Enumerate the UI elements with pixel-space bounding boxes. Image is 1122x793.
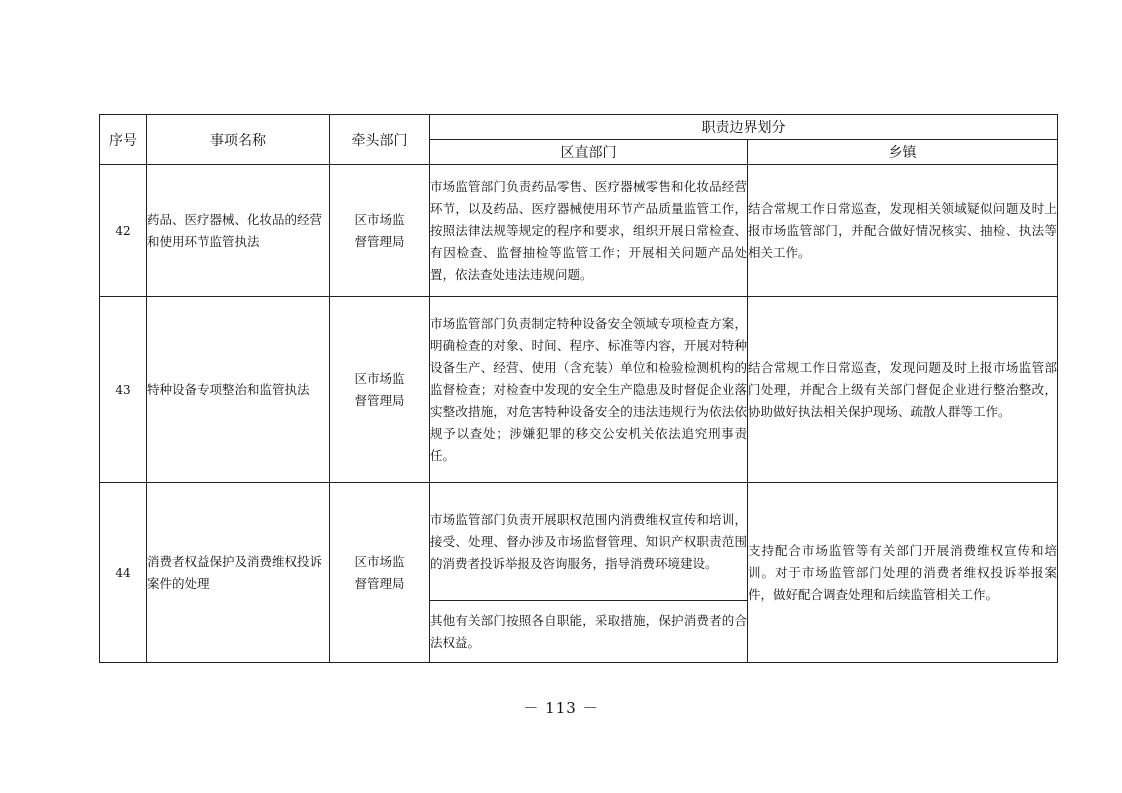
township-duty: 结合常规工作日常巡查，发现问题及时上报市场监管部门处理，并配合上级有关部门督促企业进行整治整改，协助做好执法相关保护现场、疏散人群等工作。 bbox=[748, 297, 1058, 483]
header-duty-division: 职责边界划分 bbox=[430, 115, 1058, 140]
duty-boundary-table bbox=[99, 114, 1058, 663]
header-lead-dept: 牵头部门 bbox=[330, 115, 430, 165]
item-name: 消费者权益保护及消费维权投诉案件的处理 bbox=[147, 483, 330, 663]
row-number: 44 bbox=[100, 483, 147, 663]
lead-department-text: 区市场监督管理局 bbox=[354, 211, 405, 249]
district-duty-other: 其他有关部门按照各自职能，采取措施，保护消费者的合法权益。 bbox=[430, 601, 748, 663]
page-number: － 113 － bbox=[523, 699, 599, 717]
header-district-dept: 区直部门 bbox=[430, 140, 748, 165]
lead-department-text: 区市场监督管理局 bbox=[354, 370, 405, 408]
township-duty: 结合常规工作日常巡查，发现相关领域疑似问题及时上报市场监管部门，并配合做好情况核实、抽检、执法等相关工作。 bbox=[748, 165, 1058, 297]
row-number: 42 bbox=[100, 165, 147, 297]
item-name: 药品、医疗器械、化妆品的经营和使用环节监管执法 bbox=[147, 165, 330, 297]
header-township: 乡镇 bbox=[748, 140, 1058, 165]
header-item-name: 事项名称 bbox=[147, 115, 330, 165]
table-row bbox=[100, 297, 1058, 483]
district-duty: 市场监管部门负责开展职权范围内消费维权宣传和培训，接受、处理、督办涉及市场监督管理、知识产权职责范围的消费者投诉举报及咨询服务，指导消费环境建设。 bbox=[430, 483, 748, 601]
district-duty: 市场监管部门负责制定特种设备安全领域专项检查方案，明确检查的对象、时间、程序、标准等内容，开展对特种设备生产、经营、使用（含充装）单位和检验检测机构的监督检查；对检查中发现的安全生产隐患及时督促企业落实整改措施，对危害特种设备安全的违法违规行为依法依规予以查处；涉嫌犯罪的移交公安机关依法追究刑事责任。 bbox=[430, 297, 748, 483]
row-number: 43 bbox=[100, 297, 147, 483]
header-no: 序号 bbox=[100, 115, 147, 165]
township-duty: 支持配合市场监管等有关部门开展消费维权宣传和培训。对于市场监管部门处理的消费者维权投诉举报案件，做好配合调查处理和后续监管相关工作。 bbox=[748, 483, 1058, 663]
lead-department bbox=[330, 165, 430, 297]
item-name: 特种设备专项整治和监管执法 bbox=[147, 297, 330, 483]
lead-department bbox=[330, 483, 430, 663]
table-row bbox=[100, 165, 1058, 297]
district-duty: 市场监管部门负责药品零售、医疗器械零售和化妆品经营环节，以及药品、医疗器械使用环节产品质量监管工作，按照法律法规等规定的程序和要求，组织开展日常检查、有因检查、监督抽检等监管工作；开展相关问题产品处置，依法查处违法违规问题。 bbox=[430, 165, 748, 297]
lead-department-text: 区市场监督管理局 bbox=[354, 553, 405, 591]
lead-department bbox=[330, 297, 430, 483]
table-row bbox=[100, 483, 1058, 601]
